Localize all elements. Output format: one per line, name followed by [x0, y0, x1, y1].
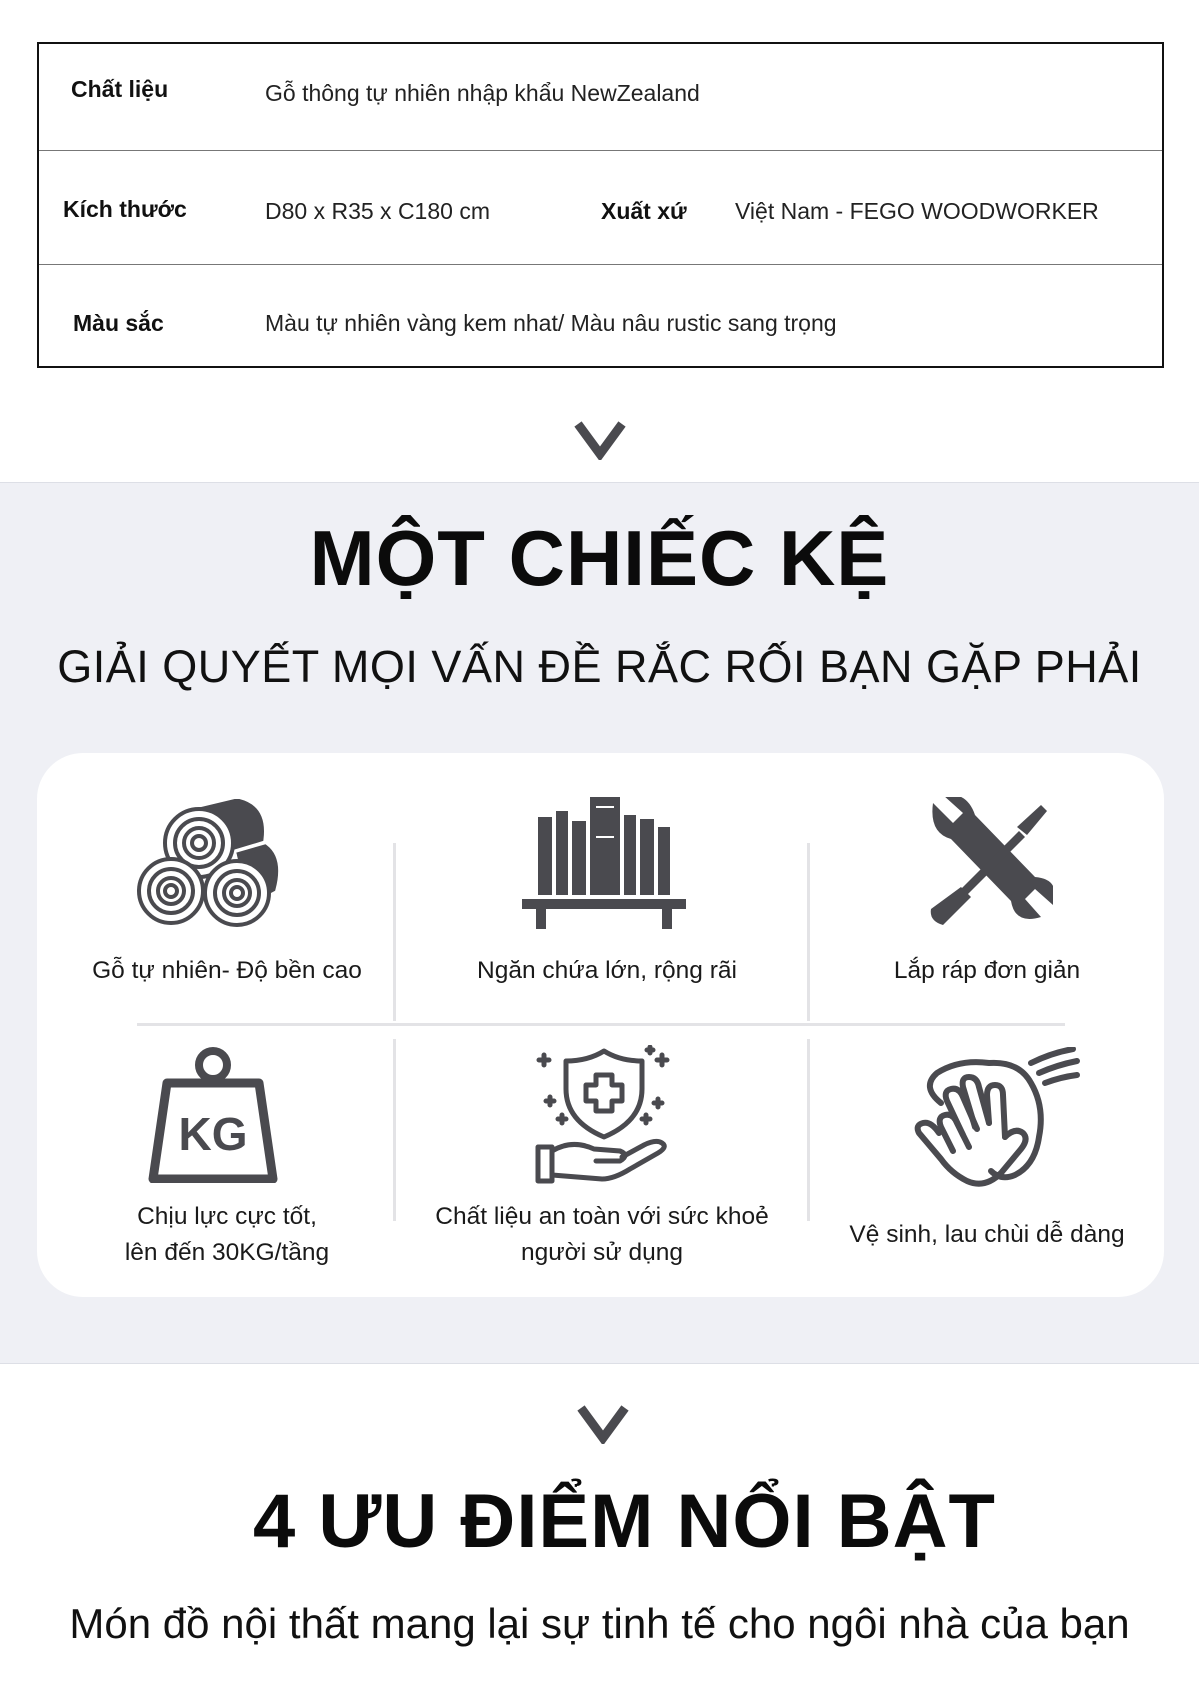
chevron-down-icon [574, 420, 626, 460]
feature-label-line: lên đến 30KG/tầng [124, 1239, 330, 1266]
cleaning-hand-icon [911, 1047, 1081, 1193]
material-value: Gỗ thông tự nhiên nhập khẩu NewZealand [265, 80, 700, 106]
section-title: MỘT CHIẾC KỆ [309, 514, 890, 602]
origin-value: Việt Nam - FEGO WOODWORKER [735, 198, 1099, 224]
wood-logs-icon [137, 799, 281, 929]
divider [807, 1039, 810, 1221]
advantages-title: 4 ƯU ĐIỂM NỔI BẬT [253, 1479, 996, 1564]
weight-kg-text: KG [178, 1108, 248, 1160]
origin-label: Xuất xứ [601, 198, 687, 224]
feature-label: Vệ sinh, lau chùi dễ dàng [849, 1221, 1125, 1248]
divider [807, 843, 810, 1021]
spec-row-color [39, 264, 1162, 368]
spec-row-material [39, 44, 1162, 151]
tools-icon [923, 797, 1053, 927]
color-value: Màu tự nhiên vàng kem nhat/ Màu nâu rustic sang trọng [265, 310, 837, 336]
feature-label-line: Chịu lực cực tốt, [137, 1203, 317, 1230]
divider [393, 843, 396, 1021]
feature-label: Lắp ráp đơn giản [893, 957, 1081, 984]
feature-label: Ngăn chứa lớn, rộng rãi [477, 957, 737, 984]
feature-label [67, 1199, 387, 1271]
section-subtitle: GIẢI QUYẾT MỌI VẤN ĐỀ RẮC RỐI BẠN GẶP PHẢI [57, 641, 1142, 692]
spec-row-size [39, 150, 1162, 265]
feature-label-line: người sử dụng [521, 1239, 683, 1266]
bookshelf-icon [522, 797, 686, 929]
material-label: Chất liệu [71, 76, 169, 102]
feature-label: Gỗ tự nhiên- Độ bền cao [92, 957, 362, 984]
safety-shield-icon [534, 1045, 674, 1185]
divider [137, 1023, 1065, 1026]
size-value: D80 x R35 x C180 cm [265, 198, 490, 224]
features-section [0, 482, 1199, 1364]
advantages-subtitle: Món đồ nội thất mang lại sự tinh tế cho ngôi nhà của bạn [69, 1600, 1130, 1647]
feature-label-line: Chất liệu an toàn với sức khoẻ [435, 1203, 769, 1230]
size-label: Kích thước [63, 196, 187, 222]
color-label: Màu sắc [73, 310, 164, 336]
divider [393, 1039, 396, 1221]
chevron-down-icon [577, 1404, 629, 1444]
spec-table [37, 42, 1164, 368]
weight-icon [147, 1045, 279, 1183]
feature-label [407, 1199, 797, 1271]
features-card [37, 753, 1164, 1297]
